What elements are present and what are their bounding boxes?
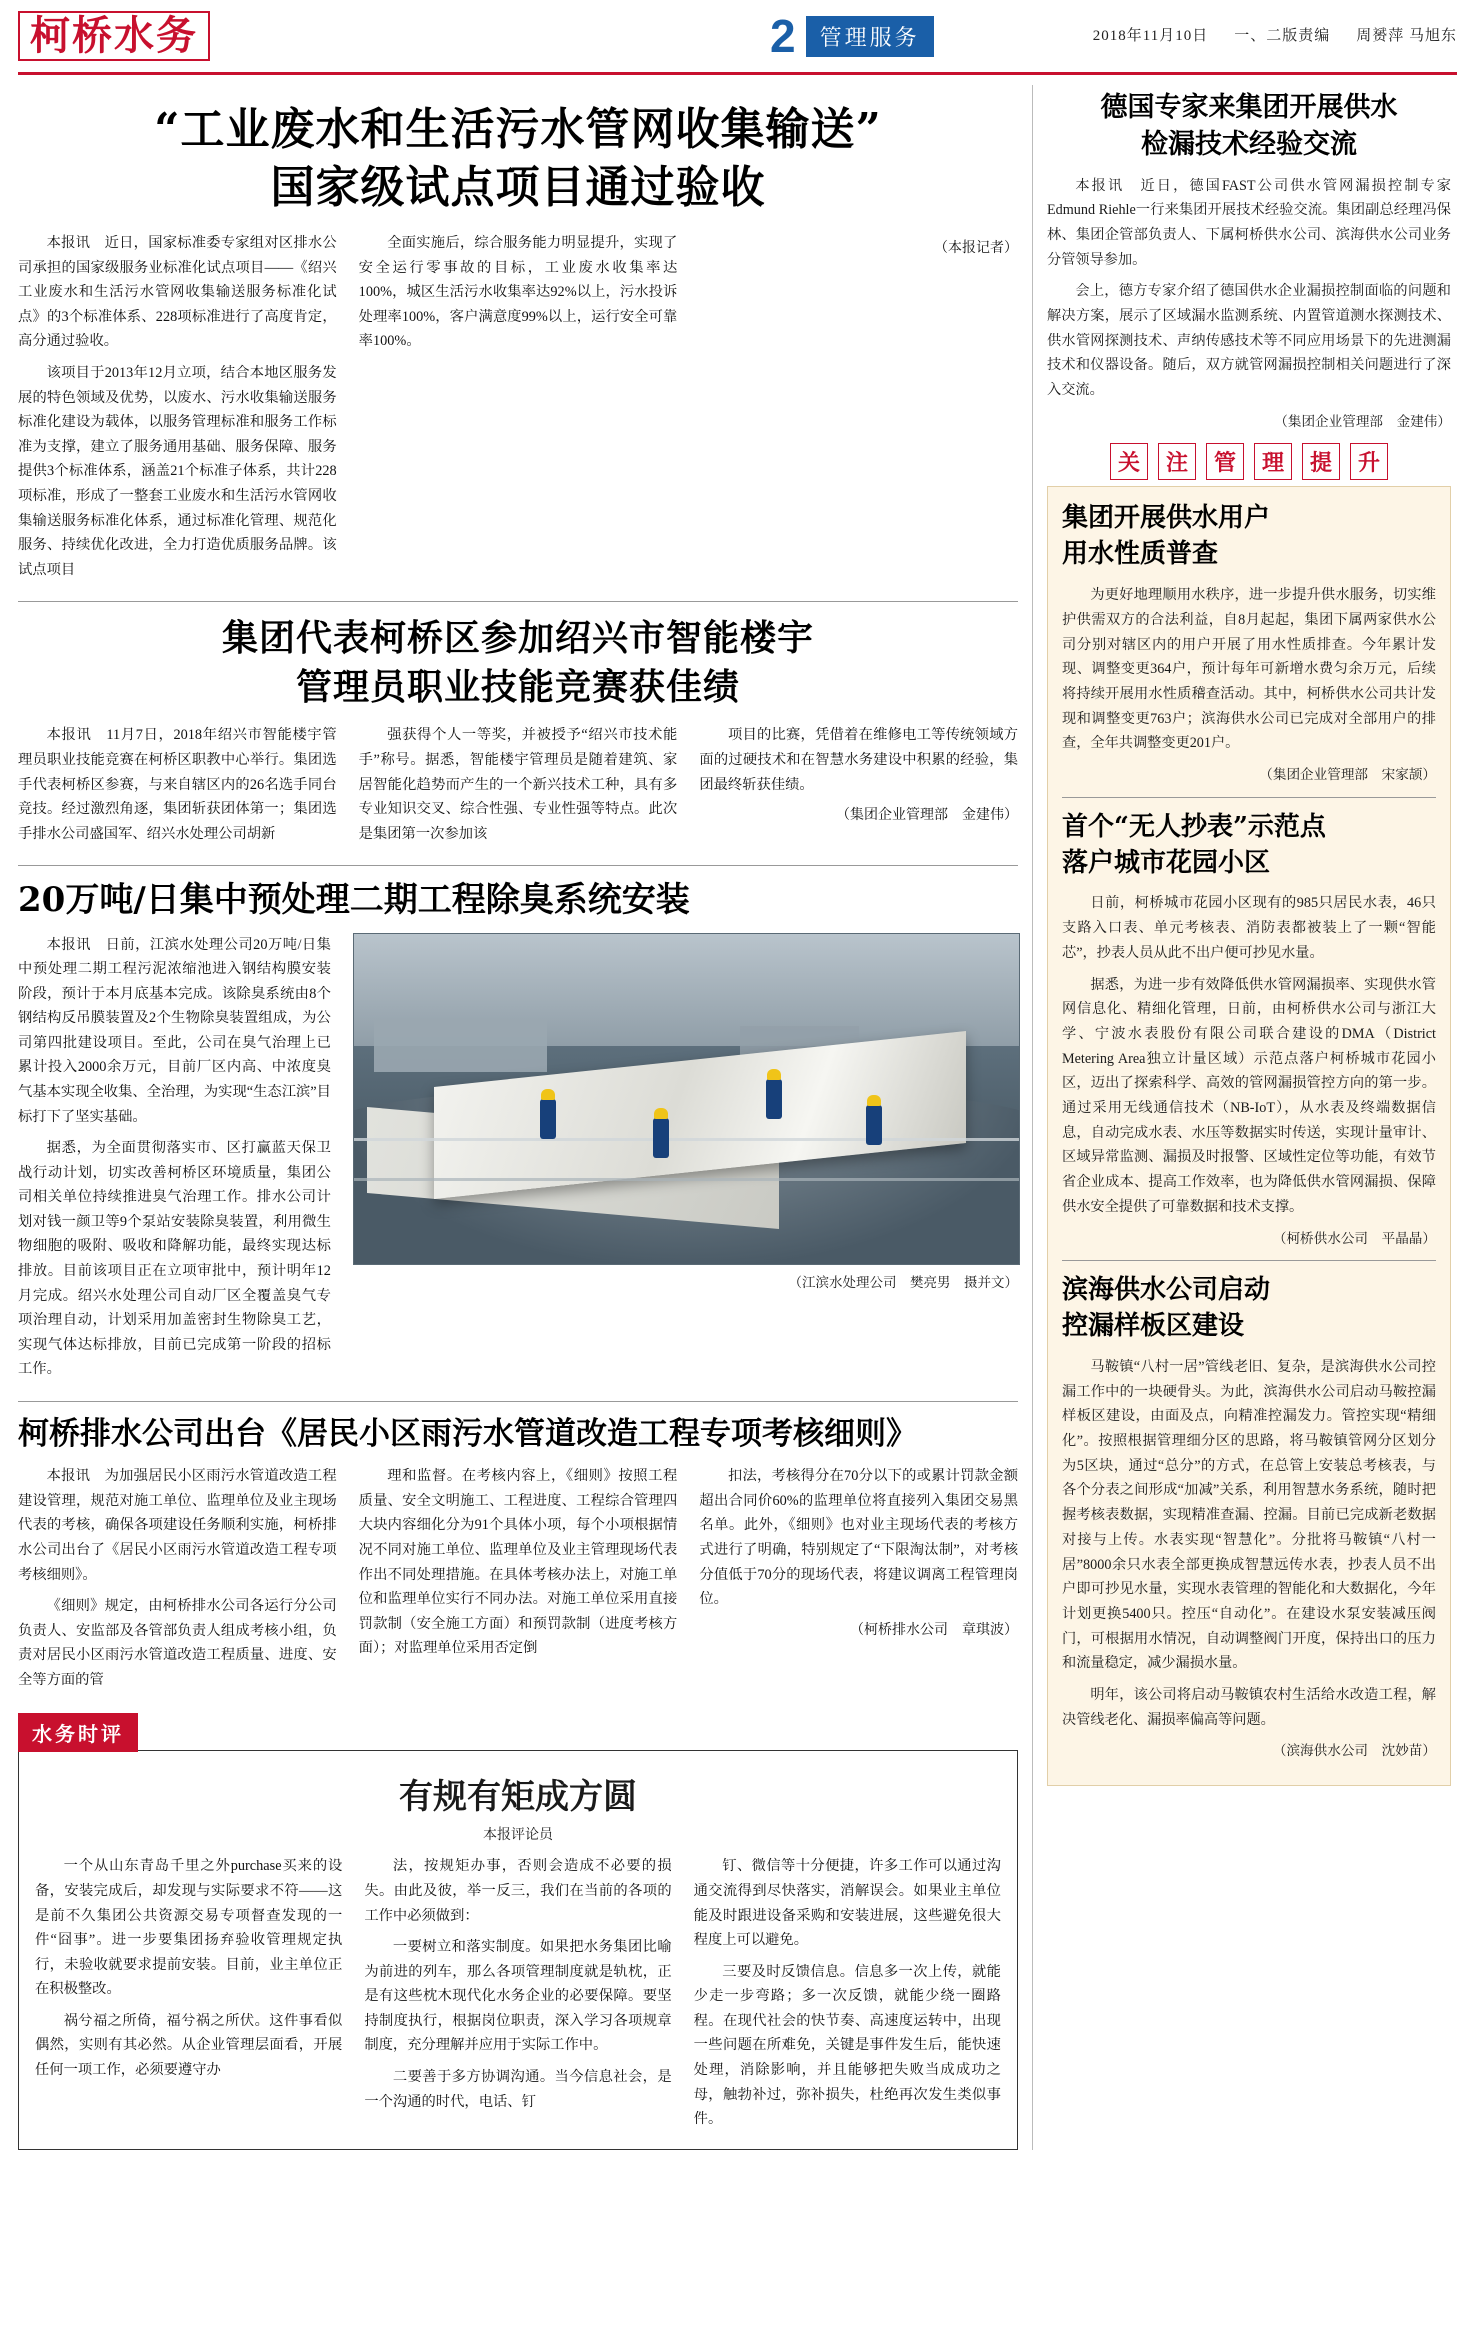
article3-caption: （江滨水处理公司 樊亮男 摄并文） — [788, 1274, 1018, 1290]
sidebar-a3-headline — [1062, 810, 1436, 882]
lead-headline-line1: “工业废水和生活污水管网收集输送” — [154, 104, 882, 155]
article-german-experts — [1047, 89, 1451, 430]
focus-banner — [1047, 443, 1451, 480]
review-col3-p2: 三要及时反馈信息。信息多一次上传，就能少走一步弯路；多一次反馈，就能少绕一圈路程。在现代社会的快节奏、高速度运转中，出现一些问题在所难免，关键是事件发生后，能快速处理，消除影响，并且能够把失败当成成功之母，触勃补过，弥补损失，杜绝再次发生类似事件。 — [693, 1963, 1001, 2128]
divider-1 — [18, 601, 1018, 602]
photo-worker-2 — [653, 1118, 669, 1158]
sidebar-divider-2 — [1062, 1260, 1436, 1261]
photo-building-left — [374, 1019, 547, 1072]
publication-date: 2018年11月10日 — [1092, 27, 1209, 44]
article-leak-control-model-zone — [1062, 1273, 1436, 1759]
review-col2-p3: 二要善于多方协调沟通。当今信息社会，是一个沟通的时代，电话、钉 — [364, 2069, 672, 2110]
focus-panel — [1047, 486, 1451, 1786]
sidebar-a3-sign: （柯桥供水公司 平晶晶） — [1272, 1230, 1436, 1246]
divider-2 — [18, 865, 1018, 866]
article2-headline-line1: 集团代表柯桥区参加绍兴市智能楼宇 — [221, 617, 814, 660]
editor-names: 周赟萍 马旭东 — [1356, 27, 1457, 44]
article2-signature: （集团企业管理部 金建伟） — [836, 808, 1019, 824]
lead-paragraph-3: 全面实施后，综合服务能力明显提升，实现了安全运行零事故的目标，工业废水收集率达100%，城区生活污水收集率达92%以上，污水投诉处理率100%，客户满意度99%以上，运行安全可靠率100%。 — [358, 235, 678, 350]
focus-char-2: 管 — [1206, 443, 1244, 480]
photo-rail-1 — [354, 1138, 1019, 1141]
article4-paragraph-2: 《细则》规定，由柯桥排水公司各运行分公司负责人、安监部及各管部负责人组成考核小组，负责对居民小区雨污水管道改造工程质量、进度、安全等方面的管 — [18, 1598, 337, 1688]
focus-char-1: 注 — [1158, 443, 1196, 480]
review-col1-p2: 祸兮福之所倚，福兮祸之所伏。这件事看似偶然，实则有其必然。从企业管理层面看，开展任何一项工作，必须要遵守办 — [35, 2012, 343, 2079]
sidebar-a2-line1: 集团开展供水用户 — [1062, 503, 1271, 534]
review-col2-p2: 一要树立和落实制度。如果把水务集团比喻为前进的列车，那么各项管理制度就是轨枕，正是有这些枕木现代化水务企业的必要保障。要坚持制度执行，根据岗位职责，深入学习各项规章制度，充分理解并应用于实际工作中。 — [364, 1939, 672, 2054]
photo-worker-3 — [766, 1079, 782, 1119]
review-col2-p1: 法，按规矩办事，否则会造成不必要的损失。由此及彼，举一反三，我们在当前的各项的工作中必须做到： — [364, 1858, 672, 1924]
article-deodorization — [18, 878, 1018, 1389]
sidebar-a4-line2: 控漏样板区建设 — [1062, 1311, 1245, 1342]
sidebar-a1-sign: （集团企业管理部 金建伟） — [1274, 413, 1451, 429]
photo-worker-4 — [866, 1105, 882, 1145]
masthead — [18, 0, 1457, 75]
sidebar-a4-headline — [1062, 1273, 1436, 1345]
sidebar-a4-sign: （滨海供水公司 沈妙苗） — [1272, 1743, 1436, 1759]
section-tag: 管理服务 — [806, 16, 934, 57]
article4-paragraph-1: 本报讯 为加强居民小区雨污水管道改造工程建设管理，规范对施工单位、监理单位及业主现场代表的考核，确保各项建设任务顺利实施，柯桥排水公司出台了《居民小区雨污水管道改造工程专项考核细则》。 — [18, 1468, 337, 1583]
lead-headline-line2: 国家级试点项目通过验收 — [270, 162, 766, 214]
article-skills-competition — [18, 614, 1018, 853]
article-no-meter-reading — [1062, 810, 1436, 1247]
sidebar-a3-line1: 首个“无人抄表”示范点 — [1062, 811, 1326, 842]
sidebar-divider-1 — [1062, 797, 1436, 798]
lead-paragraph-1: 本报讯 近日，国家标准委专家组对区排水公司承担的国家级服务业标准化试点项目——《绍兴工业废水和生活污水管网收集输送服务标准化试点》的3个标准体系、228项标准进行了高度肯定，高分通过验收。 — [18, 235, 337, 350]
article4-headline: 柯桥排水公司出台《居民小区雨污水管道改造工程专项考核细则》 — [18, 1415, 917, 1452]
editor-label: 一、二版责编 — [1234, 27, 1331, 44]
article4-col3: 扣法，考核得分在70分以下的或累计罚款金额超出合同价60%的监理单位将直接列入集团交易黑名单。此外，《细则》也对业主现场代表的考核方式进行了明确，特别规定了“下限淘汰制”，对考核分值低于70分的现场代表，将建议调离工程管理岗位。 — [699, 1468, 1019, 1608]
masthead-meta — [1093, 24, 1457, 49]
review-title: 有规有矩成方圆 — [399, 1777, 637, 1818]
article2-col1: 本报讯 11月7日，2018年绍兴市智能楼宇管理员职业技能竞赛在柯桥区职教中心举行。集团选手代表柯桥区参赛，与来自辖区内的26名选手同台竞技。经过激烈角逐，集团斩获团体第一；集团选手排水公司盛国军、绍兴水处理公司胡新 — [18, 727, 337, 842]
sidebar-a4-p2: 明年，该公司将启动马鞍镇农村生活给水改造工程，解决管线老化、漏损率偏高等问题。 — [1062, 1687, 1436, 1728]
article-assessment-rules — [18, 1414, 1018, 1700]
sidebar-a1-p2: 会上，德方专家介绍了德国供水企业漏损控制面临的问题和解决方案，展示了区域漏水监测系统、内置管道测水探测技术、供水管网探测技术、声纳传感技术等不同应用场景下的先进测漏技术和仪器设备。随后，双方就管网漏损控制相关问题进行了深入交流。 — [1047, 283, 1451, 399]
sidebar-a2-p1: 为更好地理顺用水秩序，进一步提升供水服务，切实维护供需双方的合法利益，自8月起起，集团下属两家供水公司分别对辖区内的用户开展了用水性质排查。今年累计发现、调整变更364户，预计每年可新增水费匀余万元，后续将持续开展用水性质稽查活动。其中，柯桥供水公司共计发现和调整变更763户；滨海供水公司已完成对全部用户的排查，全年共调整变更201户。 — [1062, 587, 1436, 752]
review-col1-p1: 一个从山东青岛千里之外purchase买来的设备，安装完成后，却发现与实际要求不符——这是前不久集团公共资源交易专项督查发现的一件“囧事”。进一步要集团扬弃验收管理规定执行，未验收就要求提前安装。目前，业主单位正在积极整改。 — [35, 1858, 343, 1998]
article4-signature: （柯桥排水公司 章琪波） — [850, 1622, 1019, 1638]
article2-headline — [18, 614, 1018, 711]
sidebar-a3-p1: 日前，柯桥城市花园小区现有的985只居民水表，46只支路入口表、单元考核表、消防表都被装上了一颗“智能芯”，抄表人员从此不出户便可抄见水量。 — [1062, 895, 1436, 961]
sidebar-a4-line1: 滨海供水公司启动 — [1062, 1275, 1271, 1306]
article2-col3: 项目的比赛，凭借着在维修电工等传统领域方面的过硬技术和在智慧水务建设中积累的经验，集团最终斩获佳绩。 — [699, 727, 1019, 793]
sidebar-a1-p1: 本报讯 近日，德国FAST公司供水管网漏损控制专家Edmund Riehle一行来集团开展技术经验交流。集团副总经理冯保林、集团企管部负责人、下属柯桥供水公司、滨海供水公司业务分管领导参加。 — [1047, 177, 1451, 268]
article2-col2: 强获得个人一等奖，并被授予“绍兴市技术能手”称号。据悉，智能楼宇管理员是随着建筑、家居智能化趋势而产生的一个新兴技术工种，具有多专业知识交叉、综合性强、专业性强等特点。此次是集团第一次参加该 — [358, 727, 678, 842]
article3-paragraph-1: 本报讯 日前，江滨水处理公司20万吨/日集中预处理二期工程污泥浓缩池进入钢结构膜安装阶段，预计于本月底基本完成。该除臭系统由8个钢结构反吊膜装置及2个生物除臭装置组成，为公司第四批建设项目。至此，公司在臭气治理上已累计投入2000余万元，目前厂区内高、中浓度臭气基本实现全收集、全治理，为实现“生态江滨”目标打下了坚实基础。 — [18, 936, 331, 1125]
sidebar-a3-p2: 据悉，为进一步有效降低供水管网漏损率、实现供水管网信息化、精细化管理，日前，由柯桥供水公司与浙江大学、宁波水表股份有限公司联合建设的DMA（District Metering Area独立计量区域）示范点落户柯桥城市花园小区，迈出了探索科学、高效的管网漏损管控方向的第一步。通过采用无线通信技术（NB-IoT），从水表及终端数据信息，自动完成水表、水压等数据实时传送，实现计量审计、区域异常监测、漏损及时报警、区域性定位等功能，有效节省企业成本、提高工作效率，也为降低供水管网漏损、保障供水安全提供了可靠数据和技术支撑。 — [1062, 976, 1436, 1215]
focus-char-3: 理 — [1254, 443, 1292, 480]
photo-rail-2 — [354, 1178, 1019, 1181]
article-water-survey — [1062, 501, 1436, 783]
lead-headline — [18, 101, 1018, 217]
sidebar-a2-sign: （集团企业管理部 宋家颉） — [1259, 767, 1436, 783]
article3-headline: 20万吨/日集中预处理二期工程除臭系统安装 — [18, 880, 690, 921]
article-lead — [18, 101, 1018, 589]
page-number: 2 — [770, 10, 796, 62]
photo-worker-1 — [540, 1099, 556, 1139]
review-byline: 本报评论员 — [483, 1828, 553, 1844]
article3-photo — [353, 933, 1020, 1265]
focus-char-5: 升 — [1350, 443, 1388, 480]
article4-col2: 理和监督。在考核内容上，《细则》按照工程质量、安全文明施工、工程进度、工程综合管理四大块内容细化分为91个具体小项，每个小项根据情况不同对施工单位、监理单位及业主管理现场代表作出不同处理措施。在具体考核办法上，对施工单位和监理单位实行不同办法。对施工单位采用直接罚款制（安全施工方面）和预罚款制（进度考核方面）；对监理单位采用否定倒 — [358, 1468, 678, 1657]
sidebar-a2-headline — [1062, 501, 1436, 573]
sidebar-a4-p1: 马鞍镇“八村一居”管线老旧、复杂，是滨海供水公司控漏工作中的一块硬骨头。为此，滨海供水公司启动马鞍控漏样板区建设，由面及点，向精准控漏发力。管控实现“精细化”。按照根据管理细分区的思路，将马鞍镇管网分区划分为5区块，通过“总分”的方式，在总管上安装总考核表，与各个分表之间形成“加减”关系，利用智慧水务系统，随时把握考核表数据，实现精准查漏、控漏。目前已完成新老数据对接与上传。水表实现“智慧化”。分批将马鞍镇“八村一居”8000余只水表全部更换成智慧远传水表，抄表人员不出户即可抄见水量，实现水表管理的智能化和大数据化，今年计划更换5400只。控压“自动化”。在建设水泵安装减压阀门，可根据用水情况，自动调整阀门开度，保持出口的压力和流量稳定，减少漏损水量。 — [1062, 1358, 1436, 1672]
focus-char-4: 提 — [1302, 443, 1340, 480]
review-box — [18, 1750, 1018, 2149]
lead-signature: （本报记者） — [934, 241, 1019, 257]
divider-3 — [18, 1401, 1018, 1402]
focus-char-0: 关 — [1110, 443, 1148, 480]
main-content — [18, 85, 1018, 2150]
article2-headline-line2: 管理员职业技能竞赛获佳绩 — [295, 665, 740, 708]
sidebar-a1-line1: 德国专家来集团开展供水 — [1100, 92, 1398, 123]
review-section — [18, 1713, 1018, 2149]
sidebar-column — [1032, 85, 1451, 2150]
sidebar-a1-headline — [1047, 89, 1451, 164]
review-col3-p1: 钉、微信等十分便捷，许多工作可以通过沟通交流得到尽快落实，消解误会。如果业主单位能及时跟进设备采购和安装进展，这些避免很大程度上可以避免。 — [693, 1858, 1001, 1949]
article3-paragraph-2: 据悉，为全面贯彻落实市、区打赢蓝天保卫战行动计划，切实改善柯桥区环境质量，集团公司相关单位持续推进臭气治理工作。排水公司计划对钱一颜卫等9个泵站安装除臭装置，利用微生物细胞的吸附、吸收和降解功能，最终实现达标排放。目前该项目正在立项审批中，预计明年12月完成。绍兴水处理公司自动厂区全覆盖臭气专项治理自动，计划采用加盖密封生物除臭工艺，实现气体达标排放，目前已完成第一阶段的招标工作。 — [18, 1140, 331, 1378]
publication-logo: 柯桥水务 — [18, 11, 210, 61]
review-tag: 水务时评 — [18, 1713, 138, 1752]
lead-paragraph-2: 该项目于2013年12月立项，结合本地区服务发展的特色领域及优势，以废水、污水收集输送服务标准化建设为载体，以服务管理标准和服务工作标准为支撑，建立了服务通用基础、服务保障、服务提供3个标准体系，涵盖21个标准子体系，共计228项标准，形成了一整套工业废水和生活污水管网收集输送服务标准化体系，通过标准化管理、规范化服务、持续优化改进，全力打造优质服务品牌。该试点项目 — [18, 365, 337, 578]
sidebar-a3-line2: 落户城市花园小区 — [1062, 847, 1271, 878]
sidebar-a2-line2: 用水性质普查 — [1062, 539, 1219, 570]
sidebar-a1-line2: 检漏技术经验交流 — [1141, 129, 1357, 161]
